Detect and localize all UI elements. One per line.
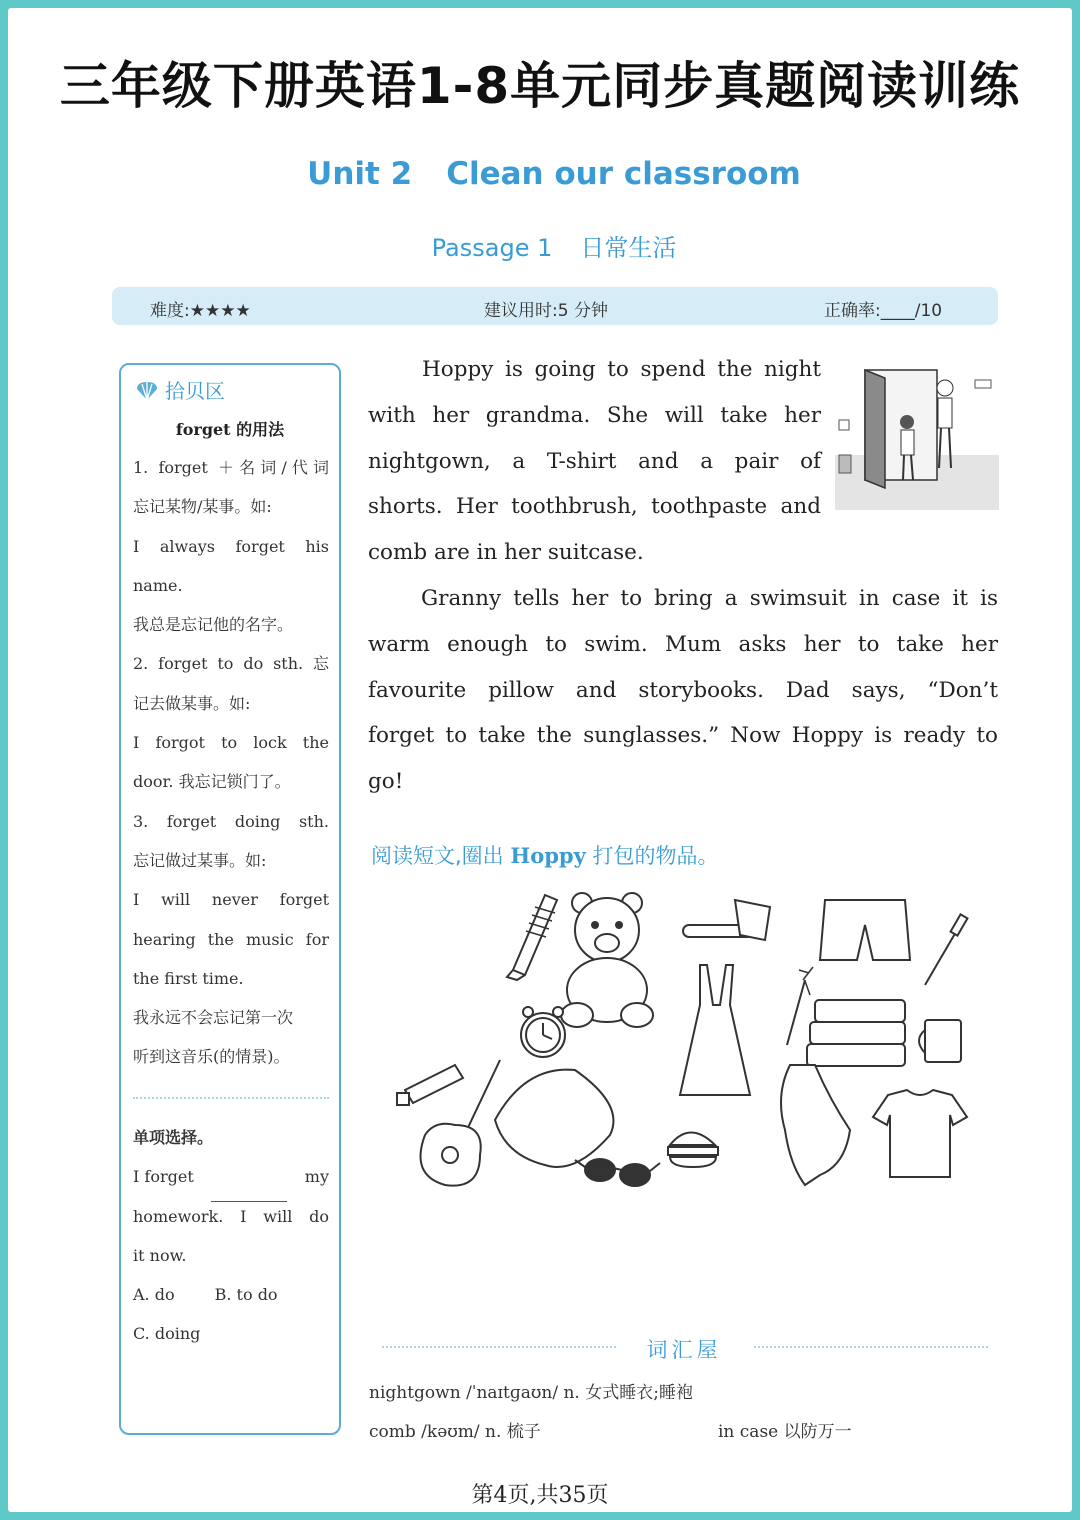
note-line: 听到这音乐(的情景)。 [133,1047,290,1067]
difficulty: 难度:★★★★ [150,301,251,321]
option-a: A. do [133,1285,175,1305]
quiz-text: my [304,1167,329,1187]
note-line: 2. forget to do sth. 忘 [133,654,329,674]
note-line: I forgot to lock the [133,733,329,753]
passage-heading [0,228,1080,263]
hamburger-item[interactable] [668,1133,718,1168]
quiz-title: 单项选择。 [133,1128,214,1147]
vocab-entry: comb /kəʊm/ n. 梳子 [369,1422,541,1442]
t-shirt-item[interactable] [873,1090,967,1177]
task-instruction [371,840,718,870]
note-line: hearing the music for [133,929,329,949]
door-illustration [835,360,999,510]
tips-sidebar [119,363,341,1435]
items-picture [395,885,995,1205]
note-line: I always forget his [133,536,329,556]
unit-label: Unit 2 [307,156,413,192]
note-line: I will never forget [133,890,329,910]
unit-name: Clean our classroom [446,156,801,192]
note-line: 1. forget ＋名词/代词 [133,458,329,477]
toothpaste-item[interactable] [397,1065,463,1105]
hammer-item[interactable] [683,900,770,940]
quiz-line: it now. [133,1245,187,1265]
suggested-time: 建议用时:5 分钟 [484,301,608,321]
note-line: 3. forget doing sth. [133,811,329,831]
passage-line: nightgown, a T-shirt and a pair of [368,448,821,474]
quiz-text: I forget [133,1167,194,1187]
passage-line: shorts. Her toothbrush, toothpaste and [368,494,821,520]
sidebar-subheading: forget 的用法 [175,420,285,439]
quiz [133,1123,329,1359]
passage-label: Passage 1 [431,234,553,262]
vocab-entry: in case 以防万一 [718,1422,852,1442]
passage-line: comb are in her suitcase. [368,540,644,566]
passage-line: forget to take the sunglasses.” Now Hoppy is ready to [368,723,998,749]
sunglasses-item[interactable] [575,1159,660,1186]
pillow-item[interactable] [495,1070,613,1167]
mug-item[interactable] [919,1020,961,1062]
note-line: 我总是忘记他的名字。 [133,615,294,635]
swimsuit-item[interactable] [781,1065,850,1185]
sidebar-heading [135,375,225,404]
main-title: 三年级下册英语1-8单元同步真题阅读训练 [59,57,1021,115]
storybooks-item[interactable] [807,1000,905,1066]
quiz-line: homework. I will do [133,1206,329,1226]
teddy-bear-item[interactable] [561,893,653,1027]
instruction-name: Hoppy [510,843,586,868]
accuracy: 正确率:____/10 [824,301,943,321]
vocab-divider-left [382,1346,616,1348]
answer-blank[interactable] [211,1162,287,1201]
sidebar-notes [133,453,329,1082]
vocab-entry: nightgown /ˈnaɪtɡaʊn/ n. 女式睡衣;睡袍 [369,1383,693,1403]
instruction-text: 阅读短文,圈出 [371,844,511,868]
quiz-options [133,1280,329,1319]
nightgown-item[interactable] [680,965,750,1095]
sidebar-divider [133,1097,329,1099]
option-b: B. to do [214,1285,278,1305]
alarm-clock-item[interactable] [521,1007,565,1057]
comb-item[interactable] [507,895,557,980]
page-number: 第4页,共35页 [471,1483,609,1508]
shorts-item[interactable] [820,900,910,960]
passage-line: Hoppy is going to spend the night [422,357,821,382]
unit-title [0,156,1080,192]
passage-line: favourite pillow and storybooks. Dad says, “Don’t [368,677,998,703]
quiz-line [133,1162,329,1201]
passage-line: Granny tells her to bring a swimsuit in case it is [421,585,998,611]
note-line: door. 我忘记锁门了。 [133,772,291,792]
note-line: name. [133,575,183,595]
passage-line: with her grandma. She will take her [368,402,821,428]
note-line: 忘记某物/某事。如: [133,497,272,517]
vocab-divider-right [754,1346,988,1348]
instruction-text: 打包的物品。 [585,844,719,868]
note-line: the first time. [133,968,244,988]
info-bar [112,287,998,325]
option-c: C. doing [133,1324,201,1344]
vocab-title: 词汇屋 [646,1338,722,1362]
sidebar-heading-text: 拾贝区 [165,379,225,403]
note-line: 忘记做过某事。如: [133,850,267,870]
passage-topic: 日常生活 [580,234,677,262]
passage-line: warm enough to swim. Mum asks her to take her [368,631,998,657]
note-line: 记去做某事。如: [133,693,251,713]
shell-icon [135,380,159,402]
note-line: 我永远不会忘记第一次 [133,1008,294,1028]
passage-line: go! [368,769,404,795]
toothbrush-item[interactable] [925,914,967,985]
